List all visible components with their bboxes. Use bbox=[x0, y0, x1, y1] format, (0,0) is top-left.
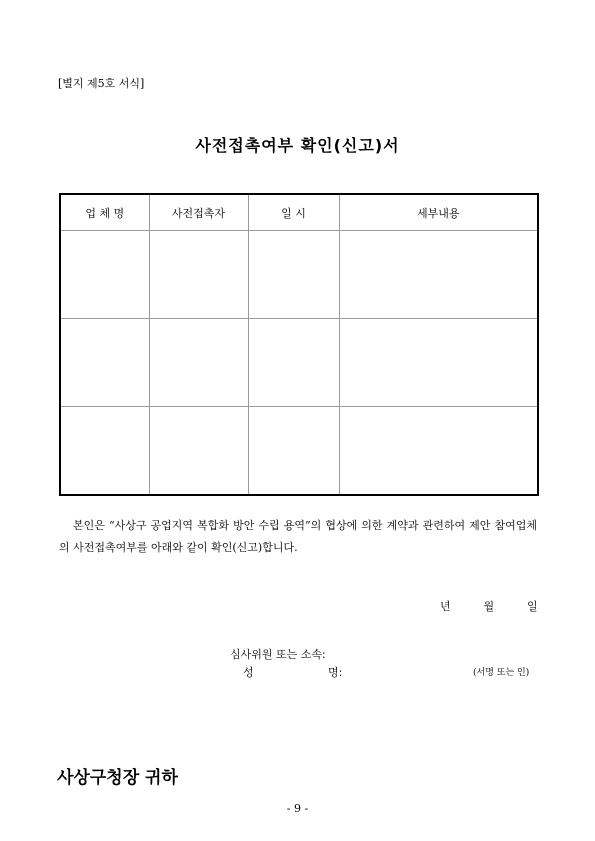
page-number: - 9 - bbox=[286, 802, 309, 815]
contact-record-table bbox=[59, 193, 539, 496]
cell-company-name[interactable] bbox=[60, 231, 149, 319]
table-row bbox=[60, 407, 538, 496]
header-date-time: 일 시 bbox=[248, 194, 339, 231]
cell-details[interactable] bbox=[339, 231, 538, 319]
table-row bbox=[60, 231, 538, 319]
header-company-name: 업 체 명 bbox=[60, 194, 149, 231]
cell-company-name[interactable] bbox=[60, 407, 149, 496]
cell-date-time[interactable] bbox=[248, 407, 339, 496]
cell-details[interactable] bbox=[339, 407, 538, 496]
date-year-label: 년 bbox=[440, 600, 451, 613]
declaration-statement: 본인은 “사상구 공업지역 복합화 방안 수립 용역”의 협상에 의한 계약과 관련하여 제안 참여업체의 사전접촉여부를 아래와 같이 확인(신고)합니다. bbox=[59, 519, 537, 554]
date-line bbox=[440, 598, 538, 614]
header-contact-person: 사전접촉자 bbox=[149, 194, 248, 231]
cell-company-name[interactable] bbox=[60, 319, 149, 407]
name-label-first: 성 bbox=[243, 666, 254, 679]
table-row bbox=[60, 319, 538, 407]
addressee: 사상구청장 귀하 bbox=[57, 768, 178, 788]
cell-date-time[interactable] bbox=[248, 319, 339, 407]
document-title: 사전접촉여부 확인(신고)서 bbox=[195, 136, 400, 155]
cell-details[interactable] bbox=[339, 319, 538, 407]
date-month-label: 월 bbox=[483, 600, 495, 613]
affiliation-label: 심사위원 또는 소속: bbox=[230, 648, 326, 661]
cell-date-time[interactable] bbox=[248, 231, 339, 319]
cell-contact-person[interactable] bbox=[149, 231, 248, 319]
signature-hint: (서명 또는 인) bbox=[473, 668, 530, 678]
date-day-label: 일 bbox=[527, 600, 538, 613]
table-header-row bbox=[60, 194, 538, 231]
form-number-label: [별지 제5호 서식] bbox=[58, 77, 145, 90]
cell-contact-person[interactable] bbox=[149, 319, 248, 407]
cell-contact-person[interactable] bbox=[149, 407, 248, 496]
header-details: 세부내용 bbox=[339, 194, 538, 231]
name-label-second: 명: bbox=[328, 666, 343, 679]
